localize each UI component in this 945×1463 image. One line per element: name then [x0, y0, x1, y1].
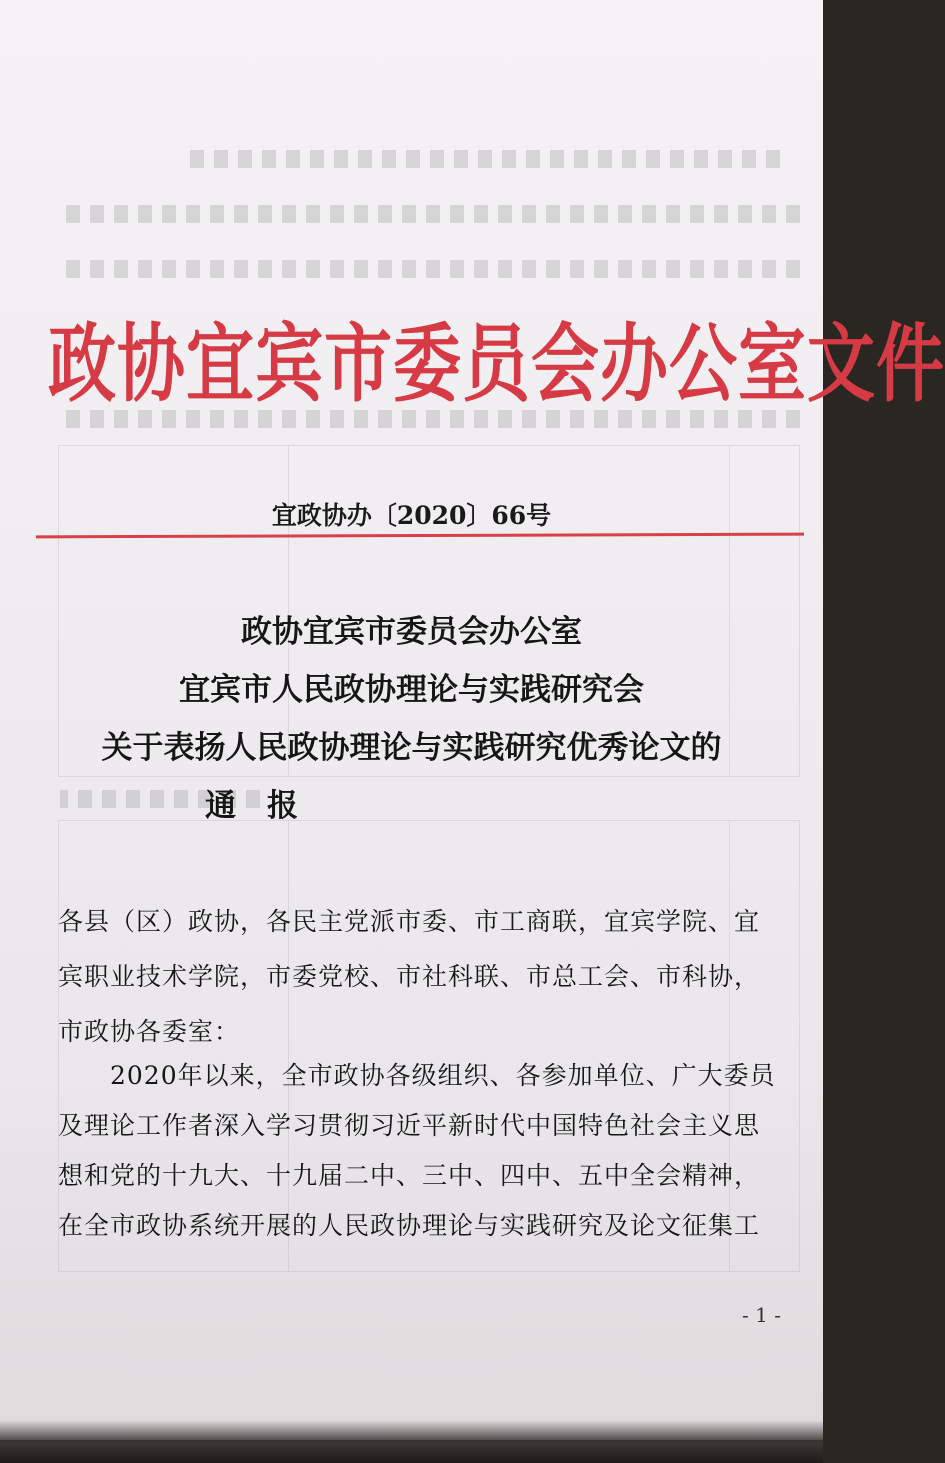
body-line: 及理论工作者深入学习贯彻习近平新时代中国特色社会主义思: [58, 1111, 761, 1140]
body-line: 2020年以来，全市政协各级组织、各参加单位、广大委员: [58, 1061, 776, 1090]
body-line: 宾职业技术学院，市委党校、市社科联、市总工会、市科协，: [58, 962, 761, 991]
body-line: 在全市政协系统开展的人民政协理论与实践研究及论文征集工: [58, 1211, 761, 1240]
page-number: - 1 -: [742, 1303, 781, 1327]
desk-edge: [0, 1420, 823, 1463]
notice-title-line-1: 政协宜宾市委员会办公室: [241, 614, 582, 650]
notice-title-line-3: 关于表扬人民政协理论与实践研究优秀论文的: [101, 730, 722, 766]
notice-title-line-2: 宜宾市人民政协理论与实践研究会: [179, 672, 644, 708]
notice-title-line-4: 通 报: [205, 788, 298, 824]
body-line: 想和党的十九大、十九届二中、三中、四中、五中全会精神，: [58, 1161, 761, 1190]
issuer-title: 政协宜宾市委员会办公室文件: [48, 315, 945, 415]
body-line: 各县（区）政协，各民主党派市委、市工商联，宜宾学院、宜: [58, 907, 761, 936]
document-number: 宜政协办〔2020〕66号: [271, 501, 552, 530]
body-line: 市政协各委室：: [58, 1017, 241, 1046]
